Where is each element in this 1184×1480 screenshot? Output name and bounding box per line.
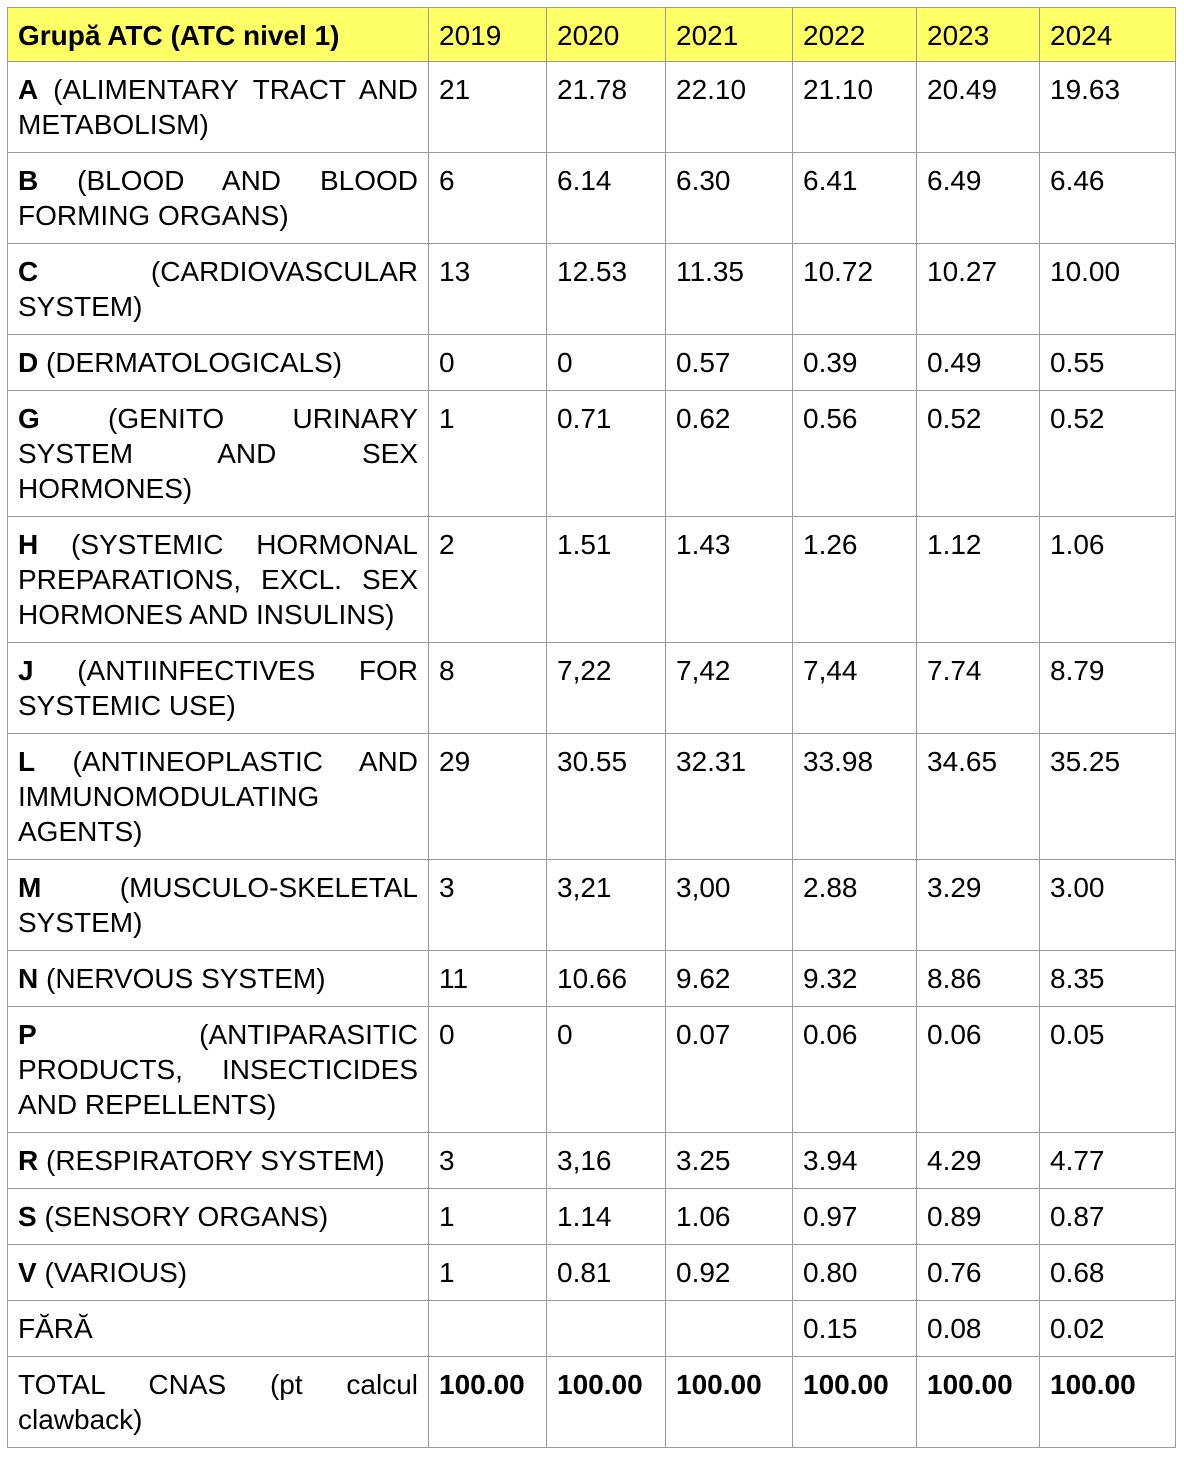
atc-group-label: [8, 335, 429, 391]
value-cell: 10.72: [793, 244, 917, 335]
atc-group-description: (ANTINEOPLASTIC AND IMMUNOMODULATING AGENTS): [18, 746, 418, 847]
value-cell: 0.39: [793, 335, 917, 391]
value-cell: 3.25: [666, 1133, 793, 1189]
atc-group-description: (DERMATOLOGICALS): [38, 347, 343, 378]
atc-group-label: [8, 1133, 429, 1189]
value-cell: 3,00: [666, 860, 793, 951]
table-row: [8, 1301, 1176, 1357]
value-cell: 0.71: [547, 391, 666, 517]
atc-group-code: V: [18, 1257, 37, 1288]
value-cell: 0.76: [917, 1245, 1040, 1301]
table-row: [8, 1007, 1176, 1133]
total-value-cell: 100.00: [429, 1357, 547, 1448]
atc-group-label: [8, 517, 429, 643]
value-cell: 6: [429, 153, 547, 244]
value-cell: 8.35: [1040, 951, 1176, 1007]
value-cell: 21: [429, 62, 547, 153]
atc-group-label: [8, 1245, 429, 1301]
atc-group-code: C: [18, 256, 39, 287]
header-group: Grupă ATC (ATC nivel 1): [8, 8, 429, 62]
total-value-cell: 100.00: [793, 1357, 917, 1448]
value-cell: 0: [429, 335, 547, 391]
value-cell: 0: [547, 1007, 666, 1133]
atc-group-code: M: [18, 872, 42, 903]
value-cell: 0.02: [1040, 1301, 1176, 1357]
value-cell: 0.81: [547, 1245, 666, 1301]
value-cell: 4.77: [1040, 1133, 1176, 1189]
total-value-cell: 100.00: [1040, 1357, 1176, 1448]
value-cell: 0.57: [666, 335, 793, 391]
value-cell: 6.49: [917, 153, 1040, 244]
atc-group-code: L: [18, 746, 36, 777]
header-year: 2022: [793, 8, 917, 62]
atc-group-label: [8, 1189, 429, 1245]
table-row: [8, 1245, 1176, 1301]
value-cell: [547, 1301, 666, 1357]
table-row: [8, 1133, 1176, 1189]
atc-group-description: (RESPIRATORY SYSTEM): [38, 1145, 385, 1176]
value-cell: 1.51: [547, 517, 666, 643]
value-cell: 3,16: [547, 1133, 666, 1189]
atc-group-description: (NERVOUS SYSTEM): [38, 963, 326, 994]
value-cell: 21.10: [793, 62, 917, 153]
atc-group-label: [8, 860, 429, 951]
value-cell: 0.87: [1040, 1189, 1176, 1245]
value-cell: 3.94: [793, 1133, 917, 1189]
value-cell: 3: [429, 860, 547, 951]
value-cell: 0.68: [1040, 1245, 1176, 1301]
value-cell: 0.15: [793, 1301, 917, 1357]
atc-group-code: R: [18, 1145, 39, 1176]
table-row: [8, 860, 1176, 951]
value-cell: 0.56: [793, 391, 917, 517]
table-row: [8, 153, 1176, 244]
value-cell: 3.00: [1040, 860, 1176, 951]
atc-group-description: (MUSCULO-SKELETAL SYSTEM): [18, 872, 418, 938]
table-row: [8, 951, 1176, 1007]
value-cell: 7,44: [793, 643, 917, 734]
header-year: 2021: [666, 8, 793, 62]
value-cell: 1: [429, 1245, 547, 1301]
atc-group-label: [8, 1301, 429, 1357]
value-cell: 1: [429, 391, 547, 517]
atc-group-label: [8, 153, 429, 244]
value-cell: 12.53: [547, 244, 666, 335]
atc-group-label: [8, 951, 429, 1007]
atc-group-code: S: [18, 1201, 37, 1232]
value-cell: 9.62: [666, 951, 793, 1007]
value-cell: 0.06: [917, 1007, 1040, 1133]
value-cell: 1.06: [666, 1189, 793, 1245]
value-cell: 1.06: [1040, 517, 1176, 643]
atc-group-description: (BLOOD AND BLOOD FORMING ORGANS): [18, 165, 418, 231]
atc-group-description: (GENITO URINARY SYSTEM AND SEX HORMONES): [18, 403, 418, 504]
value-cell: 13: [429, 244, 547, 335]
value-cell: 19.63: [1040, 62, 1176, 153]
value-cell: 6.41: [793, 153, 917, 244]
value-cell: 2.88: [793, 860, 917, 951]
value-cell: 0.97: [793, 1189, 917, 1245]
atc-group-label: [8, 62, 429, 153]
table-row: [8, 62, 1176, 153]
atc-group-label: [8, 391, 429, 517]
header-row: [8, 8, 1176, 62]
value-cell: 35.25: [1040, 734, 1176, 860]
header-year: 2019: [429, 8, 547, 62]
value-cell: 0.06: [793, 1007, 917, 1133]
atc-group-description: (VARIOUS): [36, 1257, 188, 1288]
value-cell: 32.31: [666, 734, 793, 860]
value-cell: 1.26: [793, 517, 917, 643]
value-cell: 30.55: [547, 734, 666, 860]
total-value-cell: 100.00: [666, 1357, 793, 1448]
table-row: [8, 643, 1176, 734]
value-cell: 0.07: [666, 1007, 793, 1133]
atc-group-code: P: [18, 1019, 37, 1050]
value-cell: 10.00: [1040, 244, 1176, 335]
table-row: [8, 517, 1176, 643]
value-cell: 0.55: [1040, 335, 1176, 391]
value-cell: 0.62: [666, 391, 793, 517]
atc-group-code: D: [18, 347, 39, 378]
table-body: [8, 62, 1176, 1448]
value-cell: 8.79: [1040, 643, 1176, 734]
value-cell: 0.05: [1040, 1007, 1176, 1133]
value-cell: 3,21: [547, 860, 666, 951]
value-cell: 0.92: [666, 1245, 793, 1301]
total-label: TOTAL CNAS (pt calcul clawback): [8, 1357, 429, 1448]
value-cell: 29: [429, 734, 547, 860]
table-row: [8, 734, 1176, 860]
atc-group-label: [8, 643, 429, 734]
atc-group-description: FĂRĂ: [18, 1313, 93, 1344]
atc-group-description: (CARDIOVASCULAR SYSTEM): [18, 256, 418, 322]
atc-group-label: [8, 1007, 429, 1133]
value-cell: 7,22: [547, 643, 666, 734]
atc-group-code: H: [18, 529, 39, 560]
value-cell: 33.98: [793, 734, 917, 860]
value-cell: 6.30: [666, 153, 793, 244]
value-cell: 0.49: [917, 335, 1040, 391]
value-cell: 0.52: [917, 391, 1040, 517]
atc-group-description: (ALIMENTARY TRACT AND METABOLISM): [18, 74, 418, 140]
value-cell: 20.49: [917, 62, 1040, 153]
atc-group-description: (SYSTEMIC HORMONAL PREPARATIONS, EXCL. SEX HORMONES AND INSULINS): [18, 529, 418, 630]
atc-share-table: [7, 7, 1176, 1448]
value-cell: 1.12: [917, 517, 1040, 643]
table-row: [8, 391, 1176, 517]
total-row: [8, 1357, 1176, 1448]
header-year: 2024: [1040, 8, 1176, 62]
table-row: [8, 244, 1176, 335]
value-cell: 8.86: [917, 951, 1040, 1007]
atc-group-code: J: [18, 655, 34, 686]
value-cell: 6.46: [1040, 153, 1176, 244]
value-cell: 0.80: [793, 1245, 917, 1301]
value-cell: 3: [429, 1133, 547, 1189]
atc-group-label: [8, 244, 429, 335]
atc-group-code: G: [18, 403, 40, 434]
atc-group-description: (ANTIINFECTIVES FOR SYSTEMIC USE): [18, 655, 418, 721]
value-cell: 8: [429, 643, 547, 734]
value-cell: 1.14: [547, 1189, 666, 1245]
header-year: 2020: [547, 8, 666, 62]
value-cell: 10.66: [547, 951, 666, 1007]
value-cell: 0: [429, 1007, 547, 1133]
value-cell: 7.74: [917, 643, 1040, 734]
value-cell: 3.29: [917, 860, 1040, 951]
atc-group-code: N: [18, 963, 39, 994]
table-row: [8, 1189, 1176, 1245]
value-cell: 6.14: [547, 153, 666, 244]
value-cell: 11: [429, 951, 547, 1007]
total-value-cell: 100.00: [547, 1357, 666, 1448]
value-cell: 0: [547, 335, 666, 391]
value-cell: 1: [429, 1189, 547, 1245]
table-row: [8, 335, 1176, 391]
value-cell: 1.43: [666, 517, 793, 643]
value-cell: 4.29: [917, 1133, 1040, 1189]
value-cell: 0.08: [917, 1301, 1040, 1357]
value-cell: 2: [429, 517, 547, 643]
value-cell: 34.65: [917, 734, 1040, 860]
value-cell: [429, 1301, 547, 1357]
atc-group-code: B: [18, 165, 39, 196]
header-year: 2023: [917, 8, 1040, 62]
atc-group-label: [8, 734, 429, 860]
value-cell: 10.27: [917, 244, 1040, 335]
value-cell: 21.78: [547, 62, 666, 153]
value-cell: 9.32: [793, 951, 917, 1007]
value-cell: 22.10: [666, 62, 793, 153]
value-cell: [666, 1301, 793, 1357]
atc-group-description: (ANTIPARASITIC PRODUCTS, INSECTICIDES AND REPELLENTS): [18, 1019, 418, 1120]
atc-group-description: (SENSORY ORGANS): [36, 1201, 329, 1232]
value-cell: 0.52: [1040, 391, 1176, 517]
value-cell: 11.35: [666, 244, 793, 335]
value-cell: 7,42: [666, 643, 793, 734]
total-value-cell: 100.00: [917, 1357, 1040, 1448]
atc-group-code: A: [18, 74, 39, 105]
value-cell: 0.89: [917, 1189, 1040, 1245]
